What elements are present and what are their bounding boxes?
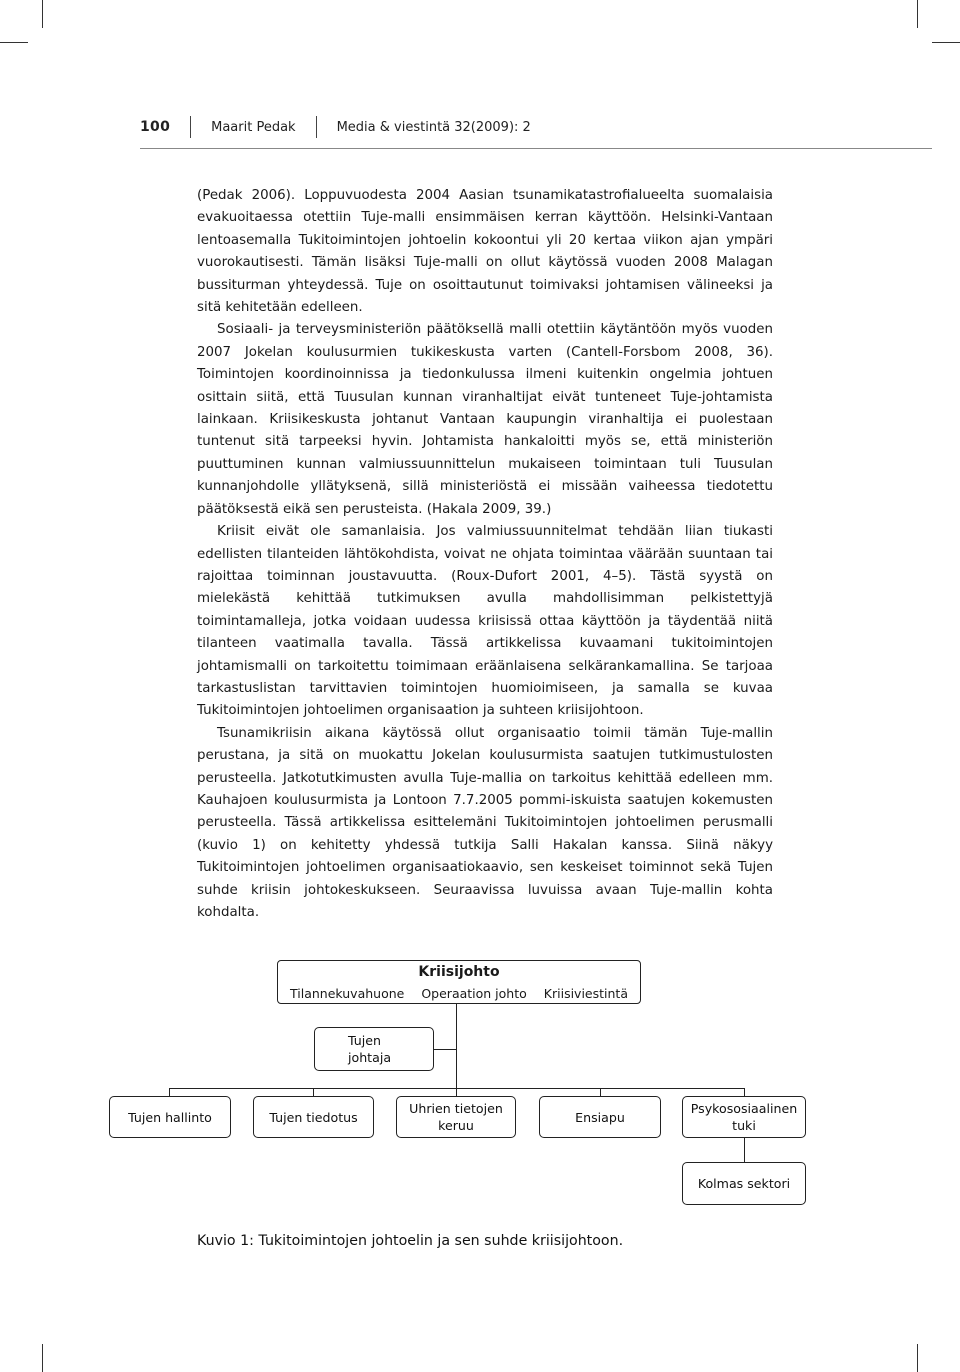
header-separator [190, 116, 191, 138]
page-number: 100 [140, 119, 171, 135]
kriisijohto-item: Tilannekuvahuone [290, 986, 405, 1001]
crop-mark [917, 1344, 918, 1372]
crop-mark [42, 0, 43, 28]
crop-mark [917, 0, 918, 28]
unit-box-uhrien-tietojen-keruu: Uhrien tietojen keruu [396, 1096, 516, 1138]
header-author: Maarit Pedak [211, 119, 296, 135]
running-header [140, 116, 531, 138]
crop-mark [0, 42, 28, 43]
crop-mark [42, 1344, 43, 1372]
kriisijohto-item: Operaation johto [421, 986, 527, 1001]
header-rule [140, 148, 932, 149]
paragraph: Kriisit eivät ole samanlaisia. Jos valmiussuunnitelmat tehdään liian tiukasti edellisten tilanteiden lähtökohdista, voivat ne ohjata toimintaa väärään suuntaan tai rajoittaa toiminnan joustavuutta. (Roux-Dufort 2001, 4–5). Tästä syystä on mielekästä kehittää tutkimuksen avulla mahdollisimman pelkistettyjä toimintamalleja, jotka voidaan uudessa kriisissä ottaa käyttöön ja täydentää niitä tilanteen vaatimalla tavalla. Tässä artikkelissa kuvaamani tukitoimintojen johtamismalli on tarkoitettu toimimaan eräänlaisena selkärankamallina. Se tarjoaa tarkastuslistan tarvittavien toimintojen huomioimiseen, ja samalla se kuvaa Tukitoimintojen johtoelimen organisaation ja suhteen kriisijohtoon. [197, 524, 773, 719]
paragraph: (Pedak 2006). Loppuvuodesta 2004 Aasian tsunamikatastrofialueelta suomalaisia evakuoitaessa otettiin Tuje-malli ensimmäisen kerran käyttöön. Helsinki-Vantaan lentoasemalla Tukitoimintojen johtoelin kokoontui yli 20 kertaa viikon ajan ympäri vuorokautisesti. Tämän lisäksi Tuje-malli on ollut käytössä vuoden 2008 Malagan bussiturman yhteydessä. Tuje on osoittautunut toimivaksi johtamisen välineeksi ja sitä kehitetään edelleen. [197, 188, 773, 316]
connector-line [744, 1088, 745, 1096]
connector-line [169, 1088, 170, 1096]
crop-mark [932, 42, 960, 43]
kriisijohto-items [290, 986, 628, 1001]
connector-line [434, 1049, 456, 1050]
figure-caption: Kuvio 1: Tukitoimintojen johtoelin ja sen suhde kriisijohtoon. [197, 1233, 624, 1249]
header-journal: Media & viestintä 32(2009): 2 [336, 119, 531, 135]
connector-line [600, 1088, 601, 1096]
unit-box-ensiapu: Ensiapu [539, 1096, 661, 1138]
connector-line [313, 1088, 314, 1096]
kriisijohto-box [277, 960, 641, 1004]
kriisijohto-title: Kriisijohto [418, 964, 500, 980]
unit-box-tujen-tiedotus: Tujen tiedotus [253, 1096, 374, 1138]
kriisijohto-item: Kriisiviestintä [543, 986, 628, 1001]
unit-box-psykososiaalinen-tuki: Psykososiaalinen tuki [682, 1096, 806, 1138]
connector-line [456, 1088, 457, 1096]
body-text [197, 185, 773, 924]
unit-box-tujen-hallinto: Tujen hallinto [109, 1096, 231, 1138]
paragraph: Tsunamikriisin aikana käytössä ollut organisaatio toimii tämän Tuje-mallin perustana, ja sitä on muokattu Jokelan koulusurmista saatujen tutkimustulosten perusteella. Jatkotutkimusten avulla Tuje-mallia on tarkoitus kehittää edelleen mm. Kauhajoen koulusurmista ja Lontoon 7.7.2005 pommi-iskuista saatujen kokemusten perusteella. Tässä artikkelissa esittelemäni Tukitoimintojen johtoelimen perusmalli (kuvio 1) on kehitetty yhdessä tutkija Salli Hakalan kanssa. Siinä näkyy Tukitoimintojen johtoelimen organisaatiokaavio, sen keskeiset toiminnot sekä Tujen suhde kriisin johtokeskukseen. Seuraavissa luvuissa avaan Tuje-mallin kohta kohdalta. [197, 725, 773, 920]
paragraph: Sosiaali- ja terveysministeriön päätöksellä malli otettiin käytäntöön myös vuoden 2007 Jokelan koulusurmien tukikeskusta varten (Cantell-Forsbom 2008, 36). Toimintojen koordinoinnissa ja tiedonkulussa ilmeni kuitenkin ongelmia johtuen osittain siitä, että Tuusulan kunnan viranhaltijat eivät tunteneet Tuje-johtamista lainkaan. Kriisikeskusta johtanut Vantaan kaupungin viranhaltija ei puolestaan tuntenut sitä tarpeeksi hyvin. Johtamista hankaloitti myös se, että ministeriön puuttuminen kunnan valmiussuunnittelun mukaiseen toimintaan tuli Tuusulan kunnanjohdolle yllätyksenä, sillä ministeriöstä ei missään vaiheessa tiedotettu päätöksestä eikä sen perusteista. (Hakala 2009, 39.) [197, 322, 773, 517]
tujen-johtaja-box: Tujen johtaja [314, 1027, 434, 1071]
connector-line [456, 1004, 457, 1088]
connector-line [744, 1138, 745, 1162]
kolmas-sektori-box: Kolmas sektori [682, 1162, 806, 1205]
header-separator [316, 116, 317, 138]
